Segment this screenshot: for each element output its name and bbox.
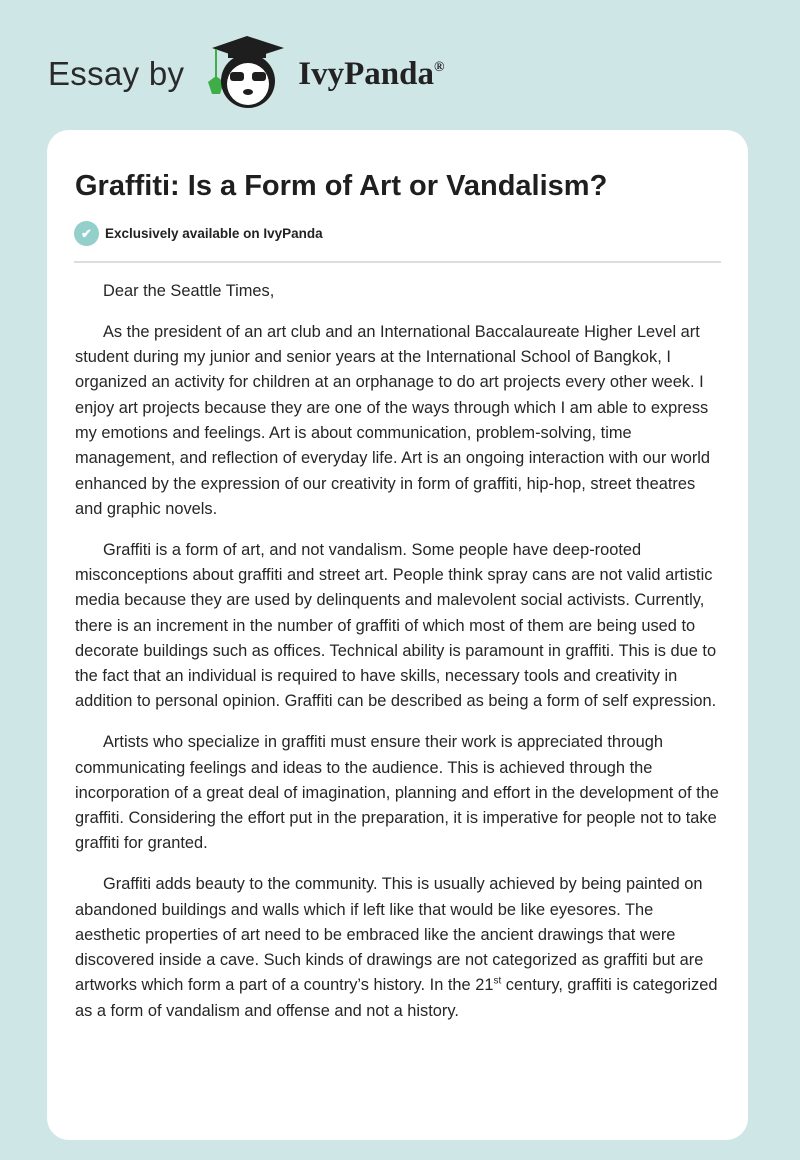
paragraph: Dear the Seattle Times, — [103, 282, 275, 300]
check-icon: ✔ — [74, 221, 99, 246]
paragraph: Graffiti is a form of art, and not vandalism. Some people have deep-rooted misconceptions about graffiti and street art. People think spray cans are not valid artistic media because they are used by delinquents and malevolent social activists. Currently, there is an increment in the number of graffiti of which most of them are being used to decorate buildings such as offices. Technical ability is paramount in graffiti. This is due to the fact that an individual is required to have skills, necessary tools and creativity in addition to personal opinion. Graffiti can be described as being a form of self expression. — [75, 540, 717, 711]
essay-card — [47, 130, 748, 1140]
paragraph: Graffiti adds beauty to the community. This is usually achieved by being painted on abandoned buildings and walls which if left like that would be like eyesores. The aesthetic properties of art need to be embraced like the ancient drawings that were discovered inside a cave. Such kinds of drawings are not categorized as graffiti but are artworks which form a part of a country’s history. In the 21st century, graffiti is categorized as a form of vandalism and offense and not a history. — [75, 875, 718, 1020]
brand-name: IvyPanda® — [298, 55, 445, 92]
essay-body — [75, 279, 723, 1040]
exclusive-badge — [74, 221, 323, 246]
essay-by-label: Essay by — [48, 55, 185, 92]
paragraph: Artists who specialize in graffiti must ensure their work is appreciated through communicating feelings and ideas to the audience. This is achieved through the incorporation of a great deal of imagination, planning and effort in the development of the graffiti. Considering the effort put in the preparation, it is imperative for people not to take graffiti for granted. — [75, 733, 719, 853]
exclusive-label: Exclusively available on IvyPanda — [105, 226, 323, 241]
essay-title: Graffiti: Is a Form of Art or Vandalism? — [75, 170, 608, 202]
brand-header — [48, 34, 444, 114]
paragraph: As the president of an art club and an International Baccalaureate Higher Level art student during my junior and senior years at the International School of Bangkok, I organized an activity for children at an orphanage to do art projects every other week. I enjoy art projects because they are one of the ways through which I am able to express my emotions and feelings. Art is about communication, problem-solving, time management, and reflection of everyday life. Art is an ongoing interaction with our world enhanced by the expression of our creativity in form of graffiti, hip-hop, street theatres and graphic novels. — [75, 322, 711, 518]
divider — [74, 261, 721, 263]
ivypanda-logo-icon — [202, 34, 292, 114]
